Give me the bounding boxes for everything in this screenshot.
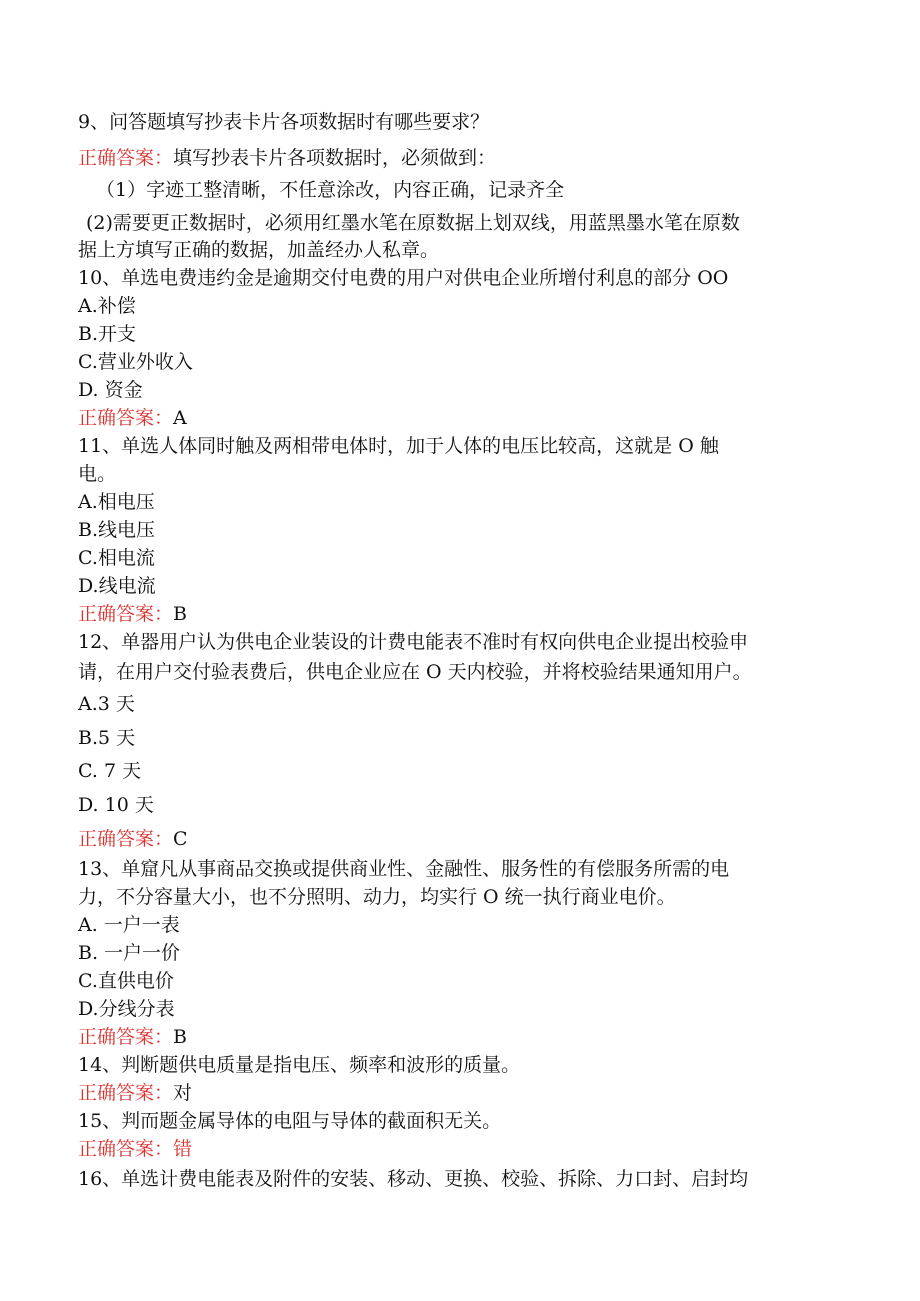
question-11-option-d: D.线电流 bbox=[78, 575, 156, 597]
answer-value: B bbox=[173, 1026, 187, 1048]
question-11-stem-1: 11、单选人体同时触及两相带电体时，加于人体的电压比较高，这就是 O 触 bbox=[78, 435, 719, 457]
question-14-answer bbox=[78, 1081, 192, 1105]
answer-label: 正确答案： bbox=[78, 1026, 174, 1048]
question-13-answer bbox=[78, 1025, 187, 1049]
answer-value: 填写抄表卡片各项数据时，必须做到： bbox=[173, 147, 497, 169]
answer-label: 正确答案： bbox=[78, 828, 174, 850]
question-12-stem-1: 12、单器用户认为供电企业装设的计费电能表不准时有权向供电企业提出校验申 bbox=[78, 631, 749, 653]
question-9-explanation-3: 据上方填写正确的数据，加盖经办人私章。 bbox=[78, 239, 440, 261]
answer-value: C bbox=[173, 828, 188, 850]
question-12-option-b: B.5 天 bbox=[78, 727, 136, 749]
question-16-stem: 16、单选计费电能表及附件的安装、移动、更换、校验、拆除、力口封、启封均 bbox=[78, 1168, 749, 1190]
question-10-answer bbox=[78, 406, 187, 430]
answer-label: 正确答案： bbox=[78, 1082, 174, 1104]
question-13-option-c: C.直供电价 bbox=[78, 970, 174, 992]
question-12-option-d: D. 10 天 bbox=[78, 794, 154, 816]
answer-value: A bbox=[173, 407, 187, 429]
question-9-answer bbox=[78, 146, 496, 170]
question-13-option-a: A. 一户一表 bbox=[78, 914, 180, 936]
question-10-option-b: B.开支 bbox=[78, 323, 137, 345]
question-12-answer bbox=[78, 827, 188, 851]
question-15-answer bbox=[78, 1137, 192, 1161]
question-13-stem-2: 力，不分容量大小，也不分照明、动力，均实行 O 统一执行商业电价。 bbox=[78, 886, 676, 908]
answer-value: B bbox=[173, 603, 187, 625]
question-11-option-c: C.相电流 bbox=[78, 547, 155, 569]
question-9-explanation-2: (2)需要更正数据时，必须用红墨水笔在原数据上划双线，用蓝黑墨水笔在原数 bbox=[86, 212, 740, 234]
question-13-option-b: B. 一户一价 bbox=[78, 942, 181, 964]
question-15-stem: 15、判而题金属导体的电阻与导体的截面积无关。 bbox=[78, 1110, 502, 1132]
question-14-stem: 14、判断题供电质量是指电压、频率和波形的质量。 bbox=[78, 1054, 521, 1076]
question-11-answer bbox=[78, 602, 187, 626]
question-10-option-d: D. 资金 bbox=[78, 379, 143, 401]
question-9-explanation-1: （1）字迹工整清晰，不任意涂改，内容正确，记录齐全 bbox=[96, 179, 565, 201]
question-13-stem-1: 13、单窟凡从事商品交换或提供商业性、金融性、服务性的有偿服务所需的电 bbox=[78, 858, 730, 880]
question-11-stem-2: 电。 bbox=[78, 463, 117, 485]
question-10-stem: 10、单选电费违约金是逾期交付电费的用户对供电企业所增付利息的部分 OO bbox=[78, 267, 729, 289]
question-12-option-a: A.3 天 bbox=[78, 693, 135, 715]
answer-label: 正确答案： bbox=[78, 1138, 174, 1160]
answer-label: 正确答案： bbox=[78, 603, 174, 625]
answer-value: 对 bbox=[173, 1082, 193, 1104]
answer-value: 错 bbox=[173, 1138, 193, 1160]
answer-label: 正确答案： bbox=[78, 147, 174, 169]
question-12-option-c: C. 7 天 bbox=[78, 760, 142, 782]
question-13-option-d: D.分线分表 bbox=[78, 998, 175, 1020]
question-11-option-a: A.相电压 bbox=[78, 491, 155, 513]
answer-label: 正确答案： bbox=[78, 407, 174, 429]
question-9-stem: 9、问答题填写抄表卡片各项数据时有哪些要求？ bbox=[78, 111, 490, 133]
question-10-option-a: A.补偿 bbox=[78, 295, 136, 317]
question-11-option-b: B.线电压 bbox=[78, 519, 156, 541]
question-12-stem-2: 请，在用户交付验表费后，供电企业应在 O 天内校验，并将校验结果通知用户。 bbox=[78, 661, 752, 683]
question-10-option-c: C.营业外收入 bbox=[78, 351, 193, 373]
